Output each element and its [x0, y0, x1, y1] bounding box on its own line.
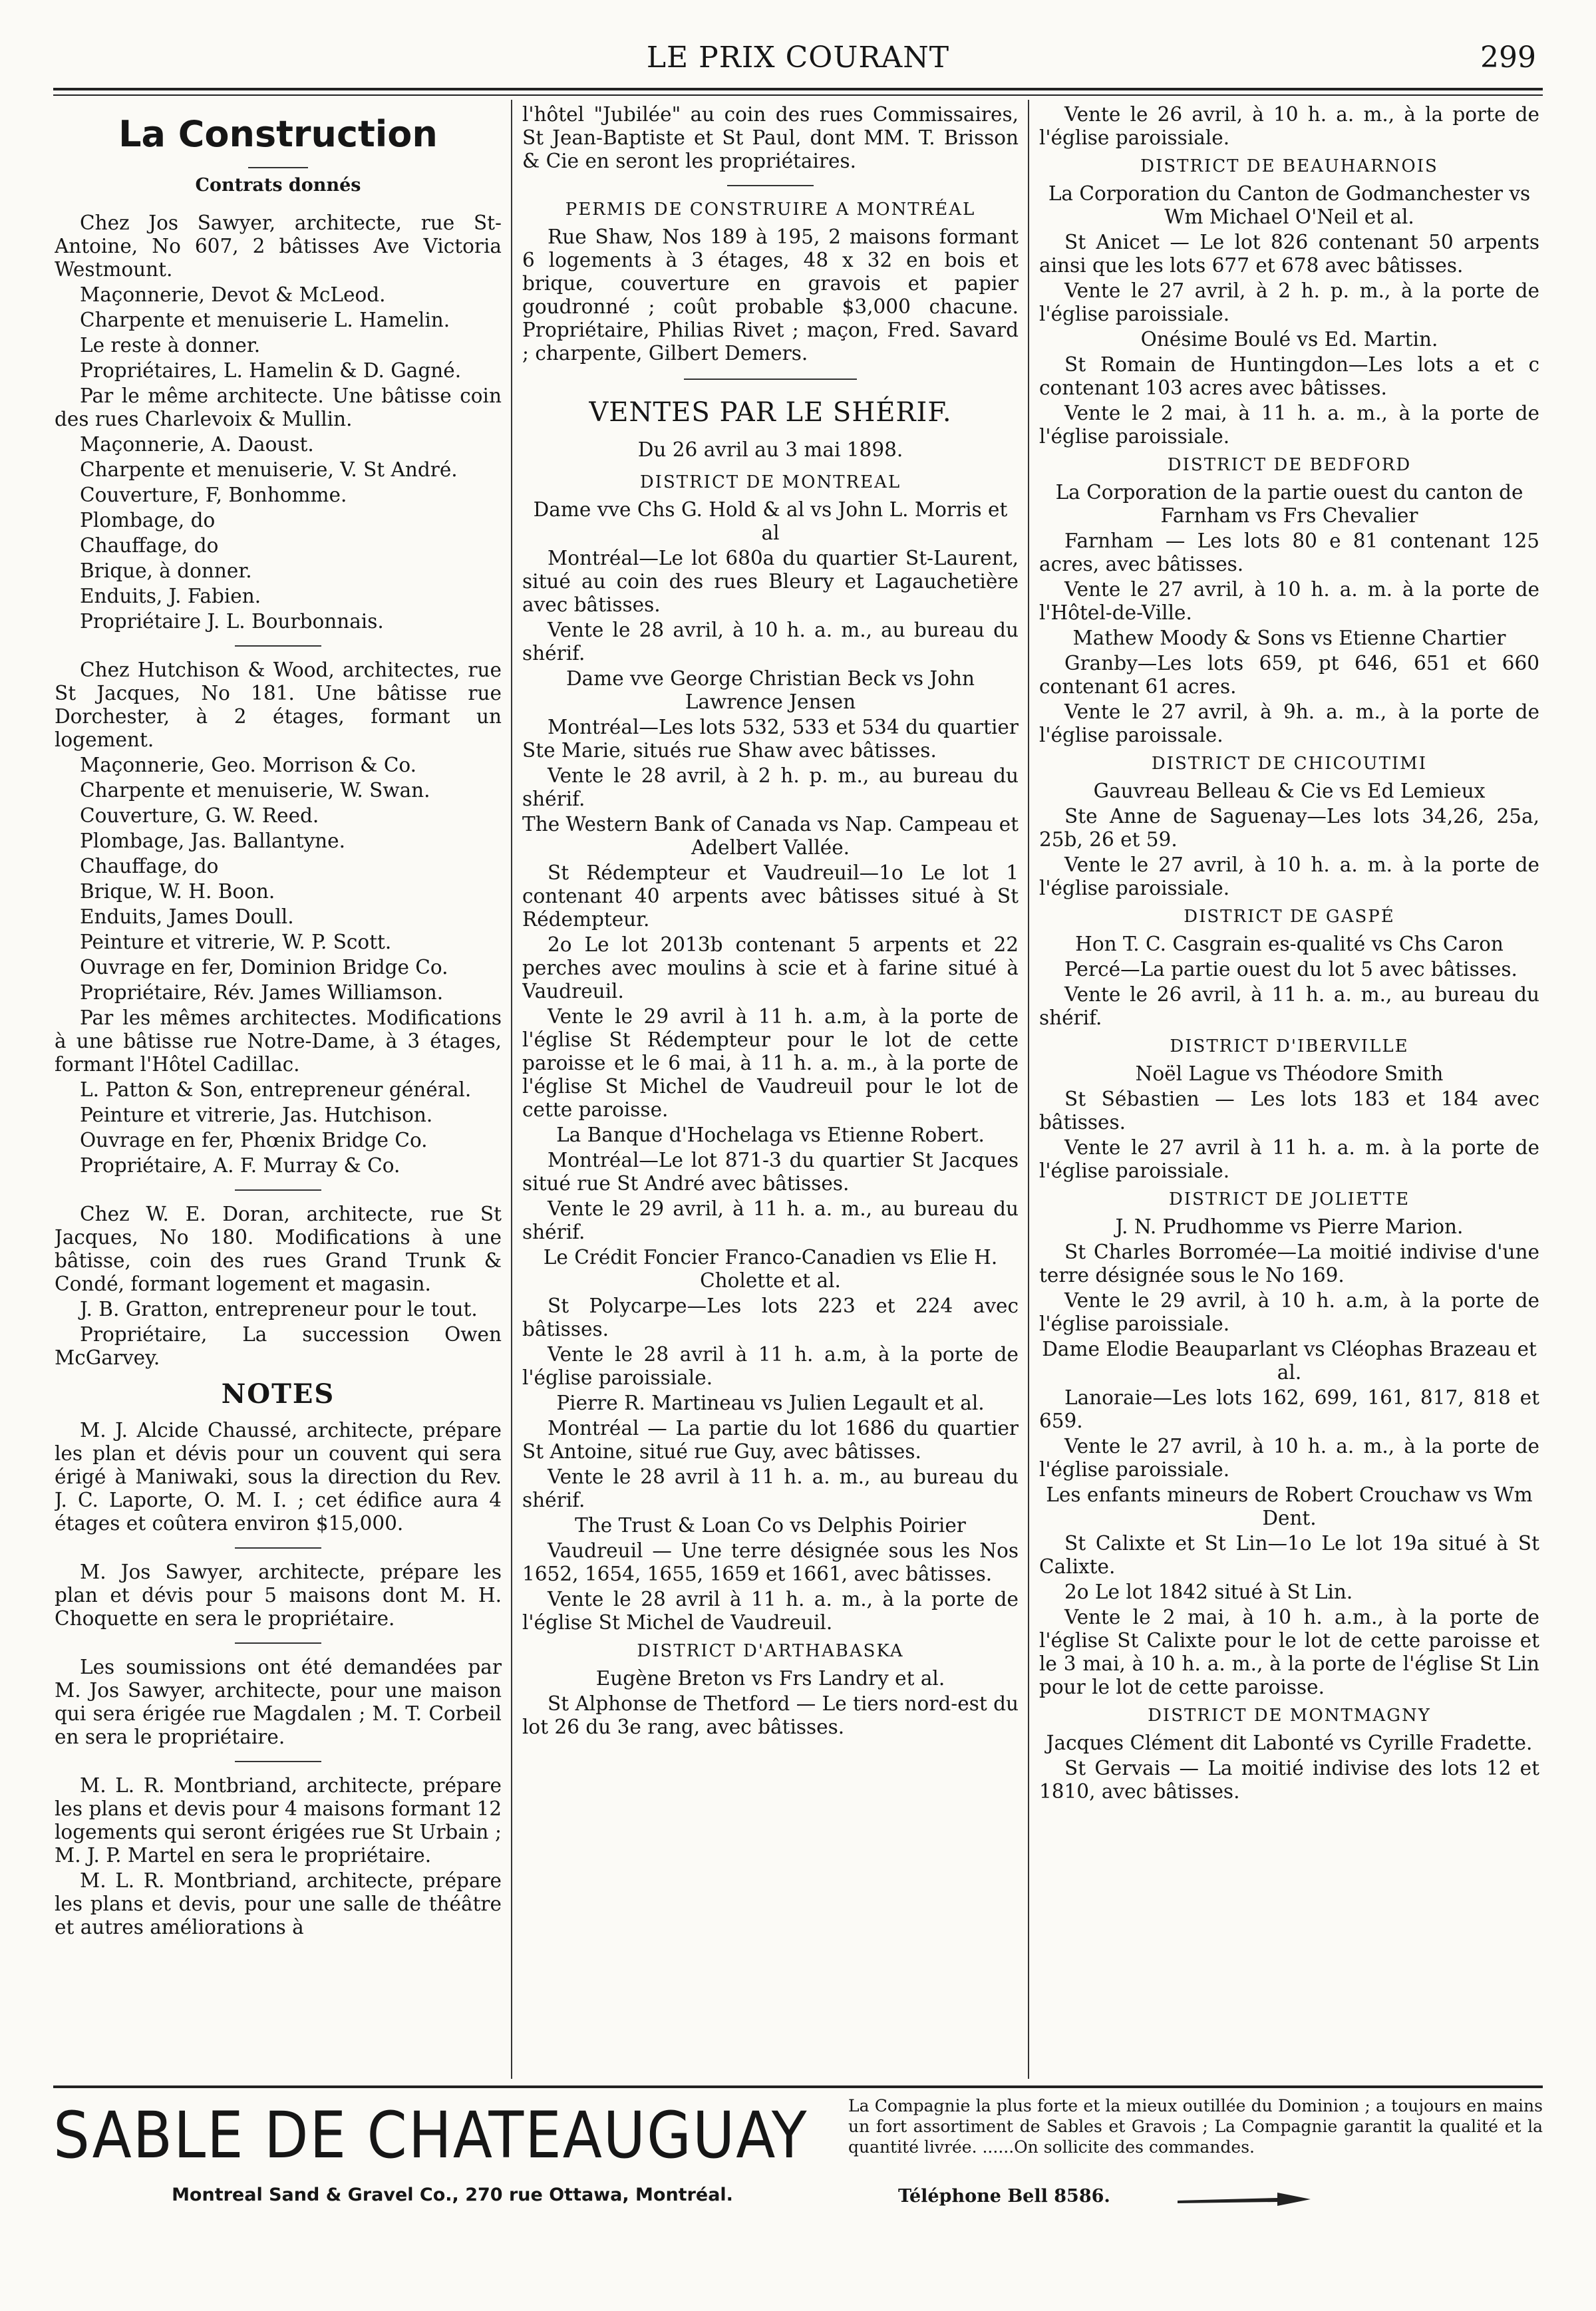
- district-heading: DISTRICT DE JOLIETTE: [1168, 1189, 1410, 1209]
- paragraph: Montréal—Le lot 871-3 du quartier St Jacques situé rue St André avec bâtisses.: [522, 1149, 1019, 1195]
- paragraph: St Anicet — Le lot 826 contenant 50 arpents ainsi que les lots 677 et 678 avec bâtisses.: [1039, 231, 1539, 277]
- paragraph: St Polycarpe—Les lots 223 et 224 avec bâtisses.: [522, 1295, 1019, 1340]
- pointing-arrow-icon: [1178, 2190, 1311, 2206]
- district-heading: DISTRICT DE BEAUHARNOIS: [1140, 156, 1438, 176]
- paragraph: Propriétaire J. L. Bourbonnais.: [80, 610, 384, 633]
- paragraph: Chez Hutchison & Wood, architectes, rue St Jacques, No 181. Une bâtisse rue Dorchester, à 2 étages, formant un logement.: [55, 659, 502, 751]
- paragraph: Percé—La partie ouest du lot 5 avec bâtisses.: [1064, 958, 1517, 981]
- paragraph: Vente le 28 avril, à 2 h. p. m., au bureau du shérif.: [522, 764, 1019, 810]
- paragraph: Maçonnerie, Devot & McLeod.: [80, 283, 386, 306]
- ad-company: Montreal Sand & Gravel Co., 270 rue Ottawa, Montréal.: [172, 2185, 733, 2205]
- paragraph: St Rédempteur et Vaudreuil—1o Le lot 1 contenant 40 arpents avec bâtisses situé à St Rédempteur.: [522, 861, 1019, 931]
- paragraph: St Charles Borromée—La moitié indivise d'une terre désignée sous le No 169.: [1039, 1241, 1539, 1287]
- paragraph: Propriétaire, La succession Owen McGarvey.: [55, 1323, 502, 1369]
- case-title: J. N. Prudhomme vs Pierre Marion.: [1115, 1215, 1464, 1238]
- paragraph: Propriétaire, Rév. James Williamson.: [80, 981, 444, 1004]
- paragraph: Vente le 2 mai, à 10 h. a.m., à la porte de l'église St Calixte pour le lot de cette paroisse et le 3 mai, à 10 h. a. m., à la porte de l'église St Lin pour le lot de cette paroisse.: [1039, 1606, 1539, 1698]
- paragraph: Brique, W. H. Boon.: [80, 880, 275, 903]
- district-heading: DISTRICT DE MONTMAGNY: [1148, 1706, 1431, 1726]
- paragraph: Par le même architecte. Une bâtisse coin des rues Charlevoix & Mullin.: [55, 385, 502, 430]
- district-heading: DISTRICT D'ARTHABASKA: [637, 1641, 904, 1661]
- paragraph: St Romain de Huntingdon—Les lots a et c contenant 103 acres avec bâtisses.: [1039, 353, 1539, 399]
- case-title: La Banque d'Hochelaga vs Etienne Robert.: [556, 1124, 985, 1146]
- paragraph: Enduits, J. Fabien.: [80, 585, 261, 607]
- paragraph: Montréal — La partie du lot 1686 du quartier St Antoine, situé rue Guy, avec bâtisses.: [522, 1417, 1019, 1463]
- separator: [235, 1642, 321, 1644]
- journal-title: LE PRIX COURANT: [646, 41, 950, 75]
- case-title: Pierre R. Martineau vs Julien Legault et al.: [556, 1392, 985, 1414]
- paragraph: Rue Shaw, Nos 189 à 195, 2 maisons formant 6 logements à 3 étages, 48 x 32 en bois et brique, couverture en gravois et papier goudronné ; coût probable $3,000 chacune. Propriétaire, Philias Rivet ; maçon, Fred. Savard ; charpente, Gilbert Demers.: [522, 226, 1019, 365]
- paragraph: 2o Le lot 2013b contenant 5 arpents et 22 perches avec moulins à scie et à farine situé à Vaudreuil.: [522, 933, 1019, 1002]
- paragraph: Chez Jos Sawyer, architecte, rue St-Antoine, No 607, 2 bâtisses Ave Victoria Westmount.: [55, 212, 502, 281]
- paragraph: Vente le 27 avril, à 9h. a. m., à la porte de l'église paroissale.: [1039, 700, 1539, 746]
- advertisement: [53, 2095, 1543, 2215]
- separator: [684, 379, 857, 380]
- column-divider: [511, 100, 512, 2079]
- separator: [248, 167, 308, 168]
- paragraph: Vente le 27 avril, à 10 h. a. m. à la porte de l'Hôtel-de-Ville.: [1039, 578, 1539, 624]
- paragraph: St Gervais — La moitié indivise des lots 12 et 1810, avec bâtisses.: [1039, 1757, 1539, 1803]
- paragraph: St Sébastien — Les lots 183 et 184 avec bâtisses.: [1039, 1088, 1539, 1134]
- case-title: Onésime Boulé vs Ed. Martin.: [1140, 328, 1438, 351]
- paragraph: Vente le 27 avril, à 10 h. a. m., à la porte de l'église paroissiale.: [1039, 1435, 1539, 1481]
- paragraph: Ouvrage en fer, Dominion Bridge Co.: [80, 956, 448, 979]
- paragraph: Montréal—Le lot 680a du quartier St-Laurent, situé au coin des rues Bleury et Lagauchetière avec bâtisses.: [522, 547, 1019, 616]
- paragraph: Charpente et menuiserie, V. St André.: [80, 458, 458, 481]
- paragraph: Maçonnerie, A. Daoust.: [80, 433, 314, 456]
- paragraph: Propriétaires, L. Hamelin & D. Gagné.: [80, 359, 462, 382]
- district-heading: PERMIS DE CONSTRUIRE A MONTRÉAL: [565, 200, 976, 220]
- paragraph: M. Jos Sawyer, architecte, prépare les plan et dévis pour 5 maisons dont M. H. Choquette en sera le propriétaire.: [55, 1561, 502, 1630]
- paragraph: Granby—Les lots 659, pt 646, 651 et 660 contenant 61 acres.: [1039, 652, 1539, 698]
- header-rule: [53, 88, 1543, 90]
- paragraph: Par les mêmes architectes. Modifications à une bâtisse rue Notre-Dame, à 3 étages, formant l'Hôtel Cadillac.: [55, 1006, 502, 1076]
- paragraph: Plombage, do: [80, 509, 216, 532]
- page-number: 299: [1480, 41, 1536, 75]
- paragraph: Farnham — Les lots 80 e 81 contenant 125 acres, avec bâtisses.: [1039, 530, 1539, 575]
- paragraph: Peinture et vitrerie, Jas. Hutchison.: [80, 1104, 433, 1126]
- paragraph: Le reste à donner.: [80, 334, 261, 357]
- paragraph: Maçonnerie, Geo. Morrison & Co.: [80, 754, 417, 776]
- page-header: [53, 37, 1543, 83]
- footer-rule: [53, 2085, 1543, 2088]
- paragraph: Couverture, G. W. Reed.: [80, 804, 319, 827]
- paragraph: Vente le 29 avril à 11 h. a.m, à la porte de l'église St Rédempteur pour le lot de cette paroisse et le 6 mai, à 11 h. a. m., à la porte de l'église St Michel de Vaudreuil pour le lot de cette paroisse.: [522, 1005, 1019, 1121]
- paragraph: Peinture et vitrerie, W. P. Scott.: [80, 931, 392, 953]
- case-title: Le Crédit Foncier Franco-Canadien vs Elie H. Cholette et al.: [543, 1246, 998, 1292]
- paragraph: L. Patton & Son, entrepreneur général.: [80, 1078, 472, 1101]
- paragraph: Vente le 26 avril, à 11 h. a. m., au bureau du shérif.: [1039, 983, 1539, 1029]
- district-heading: DISTRICT DE MONTREAL: [639, 472, 901, 492]
- ad-phone: Téléphone Bell 8586.: [898, 2186, 1110, 2207]
- paragraph: Vente le 29 avril, à 11 h. a. m., au bureau du shérif.: [522, 1197, 1019, 1243]
- paragraph: Lanoraie—Les lots 162, 699, 161, 817, 818 et 659.: [1039, 1386, 1539, 1432]
- column-ventes: [522, 103, 1019, 2079]
- column-districts: [1039, 103, 1539, 2079]
- district-heading: DISTRICT DE GASPÉ: [1184, 907, 1395, 927]
- section-subheading: Contrats donnés: [195, 175, 361, 196]
- section-heading: La Construction: [118, 113, 438, 155]
- paragraph: Enduits, James Doull.: [80, 905, 294, 928]
- column-construction: [55, 103, 502, 2079]
- case-title: Dame vve George Christian Beck vs John Lawrence Jensen: [566, 667, 975, 713]
- paragraph: Montréal—Les lots 532, 533 et 534 du quartier Ste Marie, situés rue Shaw avec bâtisses.: [522, 716, 1019, 762]
- case-title: Noël Lague vs Théodore Smith: [1135, 1062, 1444, 1085]
- case-title: Gauvreau Belleau & Cie vs Ed Lemieux: [1093, 780, 1486, 802]
- paragraph: Ste Anne de Saguenay—Les lots 34,26, 25a, 25b, 26 et 59.: [1039, 805, 1539, 851]
- paragraph: Vente le 28 avril à 11 h. a. m., au bureau du shérif.: [522, 1465, 1019, 1511]
- paragraph: Vente le 27 avril, à 2 h. p. m., à la porte de l'église paroissiale.: [1039, 279, 1539, 325]
- paragraph: Vente le 28 avril à 11 h. a. m., à la porte de l'église St Michel de Vaudreuil.: [522, 1588, 1019, 1634]
- header-rule-thin: [53, 94, 1543, 96]
- paragraph: Vente le 27 avril à 11 h. a. m. à la porte de l'église paroissiale.: [1039, 1136, 1539, 1182]
- section-heading: VENTES PAR LE SHÉRIF.: [589, 397, 952, 428]
- ad-title: SABLE DE CHATEAUGUAY: [53, 2098, 808, 2173]
- paragraph: St Alphonse de Thetford — Le tiers nord-est du lot 26 du 3e rang, avec bâtisses.: [522, 1692, 1019, 1738]
- paragraph: l'hôtel "Jubilée" au coin des rues Commissaires, St Jean-Baptiste et St Paul, dont MM. T. Brisson & Cie en seront les propriétaires.: [522, 103, 1019, 172]
- paragraph: Charpente et menuiserie L. Hamelin.: [80, 309, 450, 331]
- paragraph: Chauffage, do: [80, 855, 219, 877]
- district-heading: DISTRICT D'IBERVILLE: [1170, 1036, 1409, 1056]
- paragraph: Vente le 2 mai, à 11 h. a. m., à la porte de l'église paroissiale.: [1039, 402, 1539, 448]
- case-title: The Trust & Loan Co vs Delphis Poirier: [575, 1514, 966, 1537]
- case-title: Hon T. C. Casgrain es-qualité vs Chs Caron: [1075, 933, 1504, 955]
- paragraph: Vente le 28 avril, à 10 h. a. m., au bureau du shérif.: [522, 619, 1019, 665]
- separator: [235, 1547, 321, 1549]
- paragraph: Vente le 27 avril, à 10 h. a. m. à la porte de l'église paroissiale.: [1039, 853, 1539, 899]
- paragraph: Brique, à donner.: [80, 559, 252, 582]
- paragraph: M. L. R. Montbriand, architecte, prépare les plans et devis, pour une salle de théâtre et autres améliorations à: [55, 1869, 502, 1938]
- column-divider: [1028, 100, 1029, 2079]
- paragraph: J. B. Gratton, entrepreneur pour le tout.: [80, 1298, 478, 1320]
- paragraph: Vente le 29 avril, à 10 h. a.m, à la porte de l'église paroissiale.: [1039, 1289, 1539, 1335]
- district-heading: DISTRICT DE BEDFORD: [1167, 455, 1412, 475]
- paragraph: Plombage, Jas. Ballantyne.: [80, 830, 345, 852]
- paragraph: St Calixte et St Lin—1o Le lot 19a situé à St Calixte.: [1039, 1532, 1539, 1578]
- paragraph: Propriétaire, A. F. Murray & Co.: [80, 1154, 400, 1177]
- paragraph: M. J. Alcide Chaussé, architecte, prépare les plan et dévis pour un couvent qui sera érigé à Maniwaki, sous la direction du Rev. J. C. Laporte, O. M. I. ; cet édifice aura 4 étages et coûtera environ $15,000.: [55, 1419, 502, 1535]
- paragraph: 2o Le lot 1842 situé à St Lin.: [1064, 1581, 1353, 1603]
- paragraph: Vaudreuil — Une terre désignée sous les Nos 1652, 1654, 1655, 1659 et 1661, avec bâtisses.: [522, 1539, 1019, 1585]
- separator: [235, 1761, 321, 1762]
- case-title: Eugène Breton vs Frs Landry et al.: [595, 1667, 945, 1690]
- case-title: Les enfants mineurs de Robert Crouchaw vs Wm Dent.: [1046, 1483, 1533, 1529]
- section-heading: NOTES: [221, 1378, 335, 1410]
- separator: [235, 1189, 321, 1191]
- case-title: Mathew Moody & Sons vs Etienne Chartier: [1072, 627, 1506, 649]
- district-heading: DISTRICT DE CHICOUTIMI: [1151, 754, 1428, 774]
- paragraph: Charpente et menuiserie, W. Swan.: [80, 779, 430, 802]
- paragraph: Chauffage, do: [80, 534, 219, 557]
- separator: [235, 645, 321, 647]
- case-title: La Corporation du Canton de Godmanchester vs Wm Michael O'Neil et al.: [1048, 182, 1531, 228]
- ad-text: La Compagnie la plus forte et la mieux outillée du Dominion ; a toujours en mains un fort assortiment de Sables et Gravois ; La Compagnie garantit la qualité et la quantité livrée. ......On sollicite des commandes.: [848, 2096, 1543, 2157]
- case-title: Jacques Clément dit Labonté vs Cyrille Fradette.: [1046, 1732, 1533, 1754]
- paragraph: Ouvrage en fer, Phœnix Bridge Co.: [80, 1129, 428, 1152]
- paragraph: M. L. R. Montbriand, architecte, prépare les plans et devis pour 4 maisons formant 12 logements qui seront érigées rue St Urbain ; M. J. P. Martel en sera le propriétaire.: [55, 1774, 502, 1867]
- date-range: Du 26 avril au 3 mai 1898.: [637, 438, 903, 461]
- paragraph: Vente le 26 avril, à 10 h. a. m., à la porte de l'église paroissiale.: [1039, 103, 1539, 149]
- case-title: La Corporation de la partie ouest du canton de Farnham vs Frs Chevalier: [1055, 481, 1523, 527]
- paragraph: Vente le 28 avril à 11 h. a.m, à la porte de l'église paroissiale.: [522, 1343, 1019, 1389]
- paragraph: Les soumissions ont été demandées par M. Jos Sawyer, architecte, pour une maison qui sera érigée rue Magdalen ; M. T. Corbeil en sera le propriétaire.: [55, 1656, 502, 1748]
- paragraph: Chez W. E. Doran, architecte, rue St Jacques, No 180. Modifications à une bâtisse, coin des rues Grand Trunk & Condé, formant logement et magasin.: [55, 1203, 502, 1295]
- case-title: The Western Bank of Canada vs Nap. Campeau et Adelbert Vallée.: [522, 813, 1019, 859]
- paragraph: Couverture, F, Bonhomme.: [80, 484, 347, 506]
- case-title: Dame Elodie Beauparlant vs Cléophas Brazeau et al.: [1042, 1338, 1537, 1384]
- case-title: Dame vve Chs G. Hold & al vs John L. Morris et al: [533, 498, 1008, 544]
- separator: [727, 185, 814, 186]
